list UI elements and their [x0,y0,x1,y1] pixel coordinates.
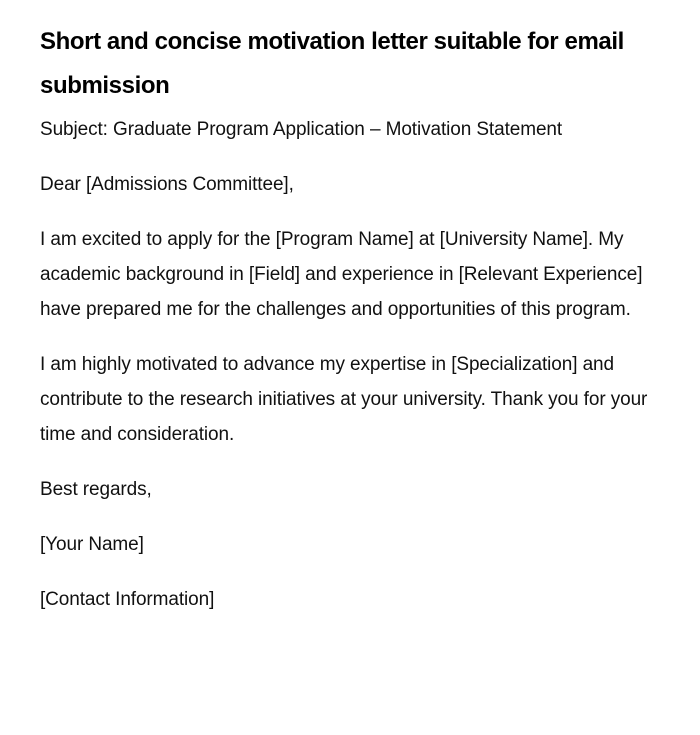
signature-contact: [Contact Information] [40,589,215,610]
body-paragraph-intro: I am excited to apply for the [Program Name] at [University Name]. My academic background in [Field] and experience in [Relevant Experience] have prepared me for the challenges and opportunities of this program. [40,229,643,320]
signature-name: [Your Name] [40,534,144,555]
closing: Best regards, [40,479,152,500]
subject-line: Subject: Graduate Program Application – Motivation Statement [40,119,563,140]
salutation: Dear [Admissions Committee], [40,174,294,195]
document-title: Short and concise motivation letter suitable for email submission [40,28,624,99]
body-paragraph-motivation: I am highly motivated to advance my expertise in [Specialization] and contribute to the research initiatives at your university. Thank you for your time and consideration. [40,354,648,445]
